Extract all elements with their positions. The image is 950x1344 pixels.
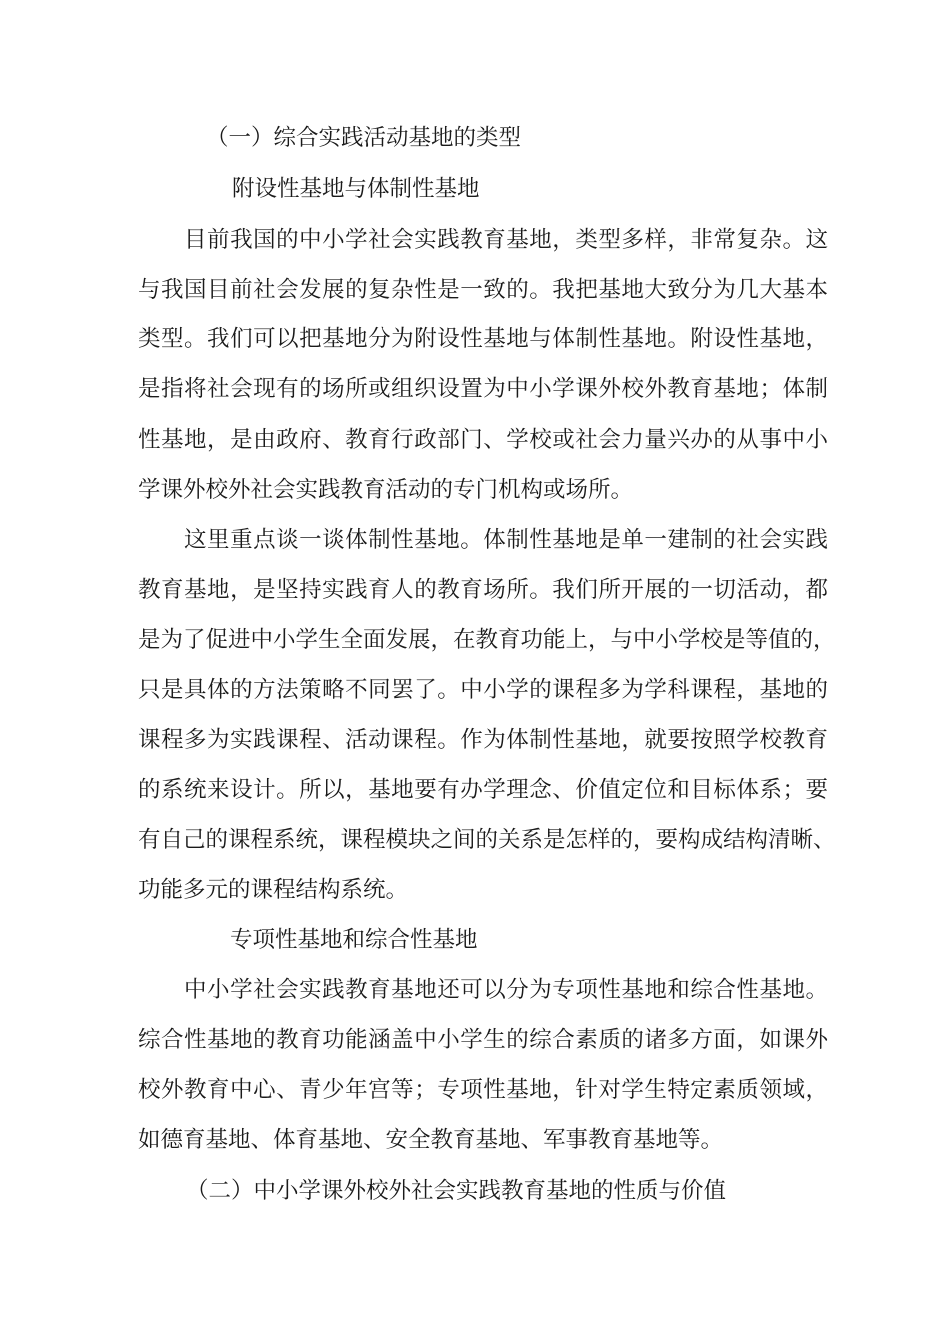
section-heading-1: （一）综合实践活动基地的类型	[206, 125, 522, 151]
paragraph-line: 中小学社会实践教育基地还可以分为专项性基地和综合性基地。	[138, 977, 828, 1003]
paragraph-line: 综合性基地的教育功能涵盖中小学生的综合素质的诸多方面，如课外	[138, 1027, 828, 1053]
paragraph-line: 的系统来设计。所以，基地要有办学理念、价值定位和目标体系；要	[138, 777, 828, 803]
paragraph-line: 有自己的课程系统，课程模块之间的关系是怎样的，要构成结构清晰、	[138, 827, 836, 853]
sub-heading-1: 附设性基地与体制性基地	[232, 176, 480, 202]
paragraph-line: 如德育基地、体育基地、安全教育基地、军事教育基地等。	[138, 1127, 724, 1153]
paragraph-line: 是为了促进中小学生全面发展，在教育功能上，与中小学校是等值的，	[138, 627, 836, 653]
sub-heading-2: 专项性基地和综合性基地	[230, 927, 478, 953]
paragraph-line: 教育基地，是坚持实践育人的教育场所。我们所开展的一切活动，都	[138, 577, 828, 603]
paragraph-line: 只是具体的方法策略不同罢了。中小学的课程多为学科课程，基地的	[138, 677, 828, 703]
paragraph-line: 学课外校外社会实践教育活动的专门机构或场所。	[138, 477, 634, 503]
paragraph-line: 这里重点谈一谈体制性基地。体制性基地是单一建制的社会实践	[138, 527, 828, 553]
paragraph-line: 目前我国的中小学社会实践教育基地，类型多样，非常复杂。这	[138, 227, 828, 253]
paragraph-line: 校外教育中心、青少年宫等；专项性基地，针对学生特定素质领域，	[138, 1077, 828, 1103]
paragraph-line: 功能多元的课程结构系统。	[138, 877, 409, 903]
paragraph-line: 性基地，是由政府、教育行政部门、学校或社会力量兴办的从事中小	[138, 427, 828, 453]
paragraph-line: 是指将社会现有的场所或组织设置为中小学课外校外教育基地；体制	[138, 376, 828, 402]
section-heading-2: （二）中小学课外校外社会实践教育基地的性质与价值	[186, 1178, 727, 1204]
paragraph-line: 与我国目前社会发展的复杂性是一致的。我把基地大致分为几大基本	[138, 277, 828, 303]
paragraph-line: 课程多为实践课程、活动课程。作为体制性基地，就要按照学校教育	[138, 727, 828, 753]
paragraph-line: 类型。我们可以把基地分为附设性基地与体制性基地。附设性基地，	[138, 326, 828, 352]
